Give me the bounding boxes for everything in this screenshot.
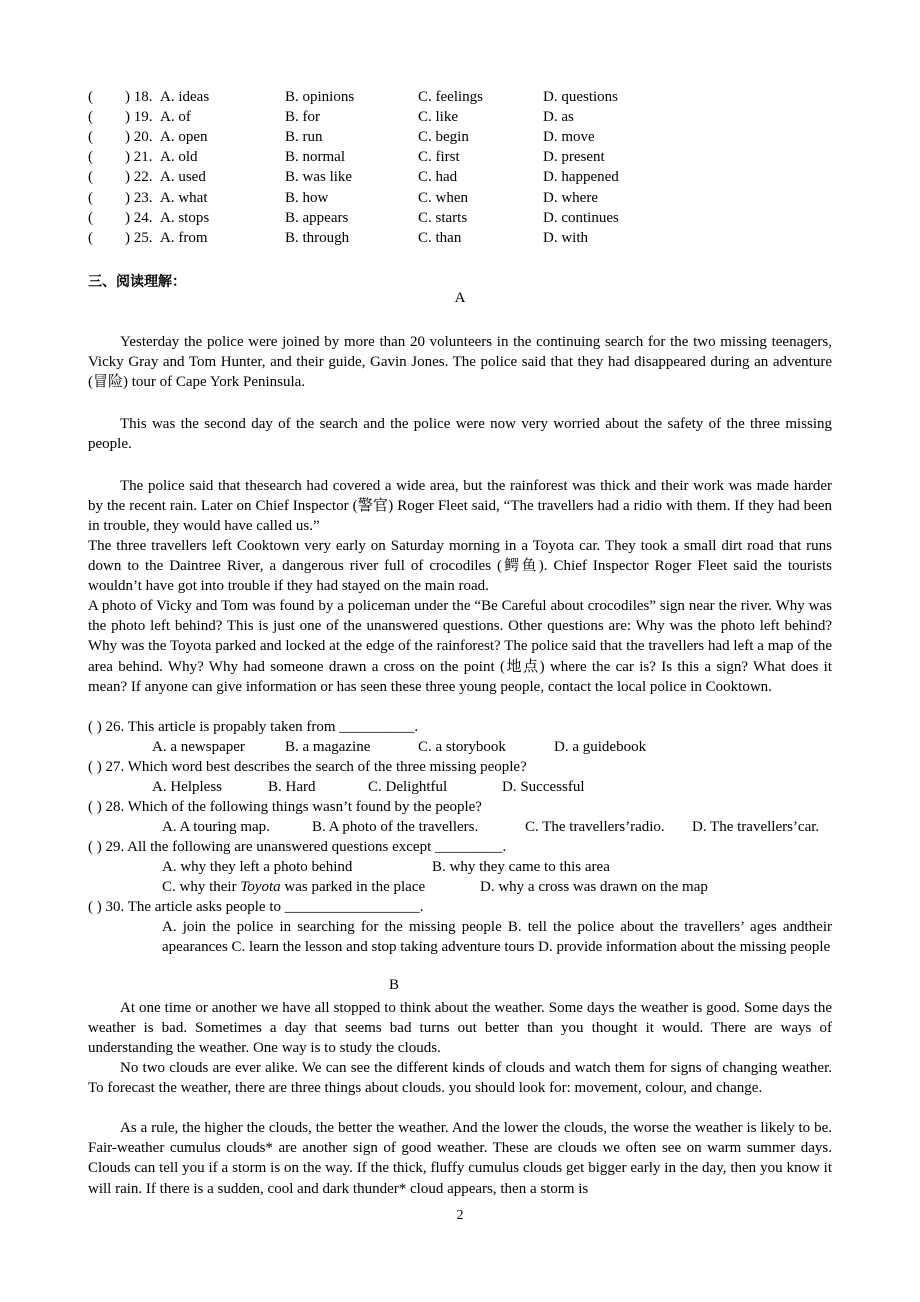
- cloze-num: ) 25.: [125, 229, 153, 246]
- cloze-a: A. old: [160, 149, 198, 166]
- section-heading: 三、阅读理解：: [88, 274, 186, 290]
- passage-b-label: B: [388, 977, 399, 993]
- cloze-b: B. for: [285, 109, 320, 126]
- cloze-num: ) 23.: [125, 189, 153, 206]
- passage-b-paragraph-3: As a rule, the higher the clouds, the better the weather. And the lower the clouds, the worse the weather is likely to be. Fair-weather cumulus clouds* are another sign of good weather. These are clouds we often see on warm summer days. Clouds can tell you if a storm is on the way. If the thick, fluffy cumulus clouds get bigger early in the day, then you know it will rain. If there is a sudden, cool and dark thunder* cloud appears, then a storm is: [88, 1120, 832, 1197]
- passage-b-paragraph-2: No two clouds are ever alike. We can see the different kinds of clouds and watch them for signs of changing weather. To forecast the weather, there are three things about clouds. you should look for: movement, colour, and change.: [88, 1060, 832, 1097]
- page-number: 2: [456, 1208, 464, 1223]
- cloze-a: A. what: [160, 189, 208, 206]
- cloze-c: C. like: [418, 109, 458, 126]
- q29-option-c-pre: C. why their: [162, 879, 241, 895]
- q27-option-d: D. Successful: [502, 779, 585, 795]
- cloze-num: ) 22.: [125, 169, 153, 186]
- cloze-p: (: [88, 129, 93, 146]
- q28-option-d: D. The travellers’car.: [692, 819, 820, 835]
- cloze-d: D. happened: [543, 169, 619, 186]
- question-27: ( ) 27. Which word best describes the search of the three missing people?: [88, 759, 527, 775]
- q29-option-c-em: Toyota: [240, 879, 281, 895]
- question-26: ( ) 26. This article is propably taken from __________.: [88, 719, 419, 735]
- cloze-num: ) 18.: [125, 89, 153, 105]
- cloze-p: (: [88, 229, 93, 246]
- q29-option-c: [162, 877, 425, 897]
- q27-option-c: C. Delightful: [368, 779, 448, 795]
- q29-option-d: D. why a cross was drawn on the map: [480, 879, 708, 895]
- cloze-d: D. with: [543, 229, 588, 246]
- cloze-d: D. move: [543, 129, 595, 146]
- q27-option-a: A. Helpless: [152, 779, 222, 795]
- q26-option-b: B. a magazine: [285, 739, 371, 755]
- cloze-b: B. how: [285, 189, 329, 206]
- cloze-b: B. through: [285, 229, 350, 246]
- cloze-d: D. present: [543, 149, 605, 166]
- cloze-p: (: [88, 169, 93, 186]
- cloze-p: (: [88, 109, 93, 126]
- q30-options: A. join the police in searching for the missing people B. tell the police about the travellers’ ages andtheir apearances C. learn the lesson and stop taking adventure tours D. provide information about the missing people: [162, 919, 832, 956]
- cloze-p: (: [88, 149, 93, 166]
- cloze-b: B. opinions: [285, 89, 355, 105]
- cloze-c: C. than: [418, 229, 462, 246]
- cloze-c: C. first: [418, 149, 460, 166]
- passage-b-paragraph-1: At one time or another we have all stopped to think about the weather. Some days the weather is good. Some days the weather is bad. Sometimes a day that seems bad turns out better than you thought it would. There are ways of understanding the weather. One way is to study the clouds.: [88, 1000, 832, 1057]
- cloze-d: D. where: [543, 189, 598, 206]
- cloze-a: A. from: [160, 229, 208, 246]
- cloze-c: C. feelings: [418, 89, 483, 105]
- cloze-c: C. begin: [418, 129, 469, 146]
- question-28: ( ) 28. Which of the following things wasn’t found by the people?: [88, 799, 482, 815]
- passage-a-label: A: [454, 290, 466, 306]
- passage-a-paragraph-3: The police said that thesearch had covered a wide area, but the rainforest was thick and their work was made harder by the recent rain. Later on Chief Inspector (警官) Roger Fleet said, “The travellers had a ridio with them. If they had been in trouble, they would have called us.”: [88, 478, 832, 535]
- cloze-a: A. open: [160, 129, 208, 146]
- cloze-c: C. when: [418, 189, 468, 206]
- cloze-b: B. was like: [285, 169, 353, 186]
- cloze-num: ) 24.: [125, 209, 153, 226]
- q29-option-a: A. why they left a photo behind: [162, 859, 353, 875]
- cloze-c: C. starts: [418, 209, 468, 226]
- question-29: ( ) 29. All the following are unanswered questions except _________.: [88, 839, 507, 855]
- q28-option-b: B. A photo of the travellers.: [312, 819, 479, 835]
- cloze-num: ) 20.: [125, 129, 153, 146]
- q29-option-c-post: was parked in the place: [280, 879, 426, 895]
- cloze-p: (: [88, 189, 93, 206]
- passage-a-paragraph-5: A photo of Vicky and Tom was found by a policeman under the “Be Careful about crocodiles” sign near the river. Why was the photo left behind? This is just one of the unanswered questions. Other questions are: Why was the photo left behind? Why was the Toyota parked and locked at the edge of the rainforest? The police said that the travellers had left a map of the area behind. Why? Why had someone drawn a cross on the point (地点) where the car is? Is this a sign? What does it mean? If anyone can give information or has seen these three young people, contact the local police in Cooktown.: [88, 598, 832, 695]
- q26-option-d: D. a guidebook: [554, 739, 647, 755]
- cloze-d: D. continues: [543, 209, 619, 226]
- cloze-b: B. normal: [285, 149, 345, 166]
- cloze-b: B. run: [285, 129, 323, 146]
- cloze-d: D. questions: [543, 89, 618, 105]
- cloze-a: A. of: [160, 109, 191, 126]
- q28-option-a: A. A touring map.: [162, 819, 270, 835]
- question-30: ( ) 30. The article asks people to __________________.: [88, 899, 424, 915]
- cloze-num: ) 19.: [125, 109, 153, 126]
- cloze-a: A. ideas: [160, 89, 210, 105]
- cloze-a: A. used: [160, 169, 206, 186]
- q28-option-c: C. The travellers’radio.: [525, 819, 665, 835]
- q29-option-b: B. why they came to this area: [432, 859, 610, 875]
- q26-option-a: A. a newspaper: [152, 739, 245, 755]
- cloze-num: ) 21.: [125, 149, 153, 166]
- cloze-c: C. had: [418, 169, 458, 186]
- passage-a-paragraph-1: Yesterday the police were joined by more than 20 volunteers in the continuing search for the two missing teenagers, Vicky Gray and Tom Hunter, and their guide, Gavin Jones. The police said that they had disappeared during an adventure (冒险) tour of Cape York Peninsula.: [88, 334, 832, 391]
- cloze-p: (: [88, 209, 93, 226]
- q27-option-b: B. Hard: [268, 779, 316, 795]
- cloze-d: D. as: [543, 109, 574, 126]
- cloze-a: A. stops: [160, 209, 210, 226]
- passage-a-paragraph-2: This was the second day of the search and the police were now very worried about the safety of the three missing people.: [88, 416, 832, 453]
- cloze-b: B. appears: [285, 209, 349, 226]
- passage-a-paragraph-4: The three travellers left Cooktown very early on Saturday morning in a Toyota car. They took a small dirt road that runs down to the Daintree River, a dangerous river full of crocodiles (鳄鱼). Chief Inspector Roger Fleet said the tourists wouldn’t have got into trouble if they had stayed on the main road.: [88, 538, 832, 595]
- q26-option-c: C. a storybook: [418, 739, 506, 755]
- cloze-p: (: [88, 89, 93, 105]
